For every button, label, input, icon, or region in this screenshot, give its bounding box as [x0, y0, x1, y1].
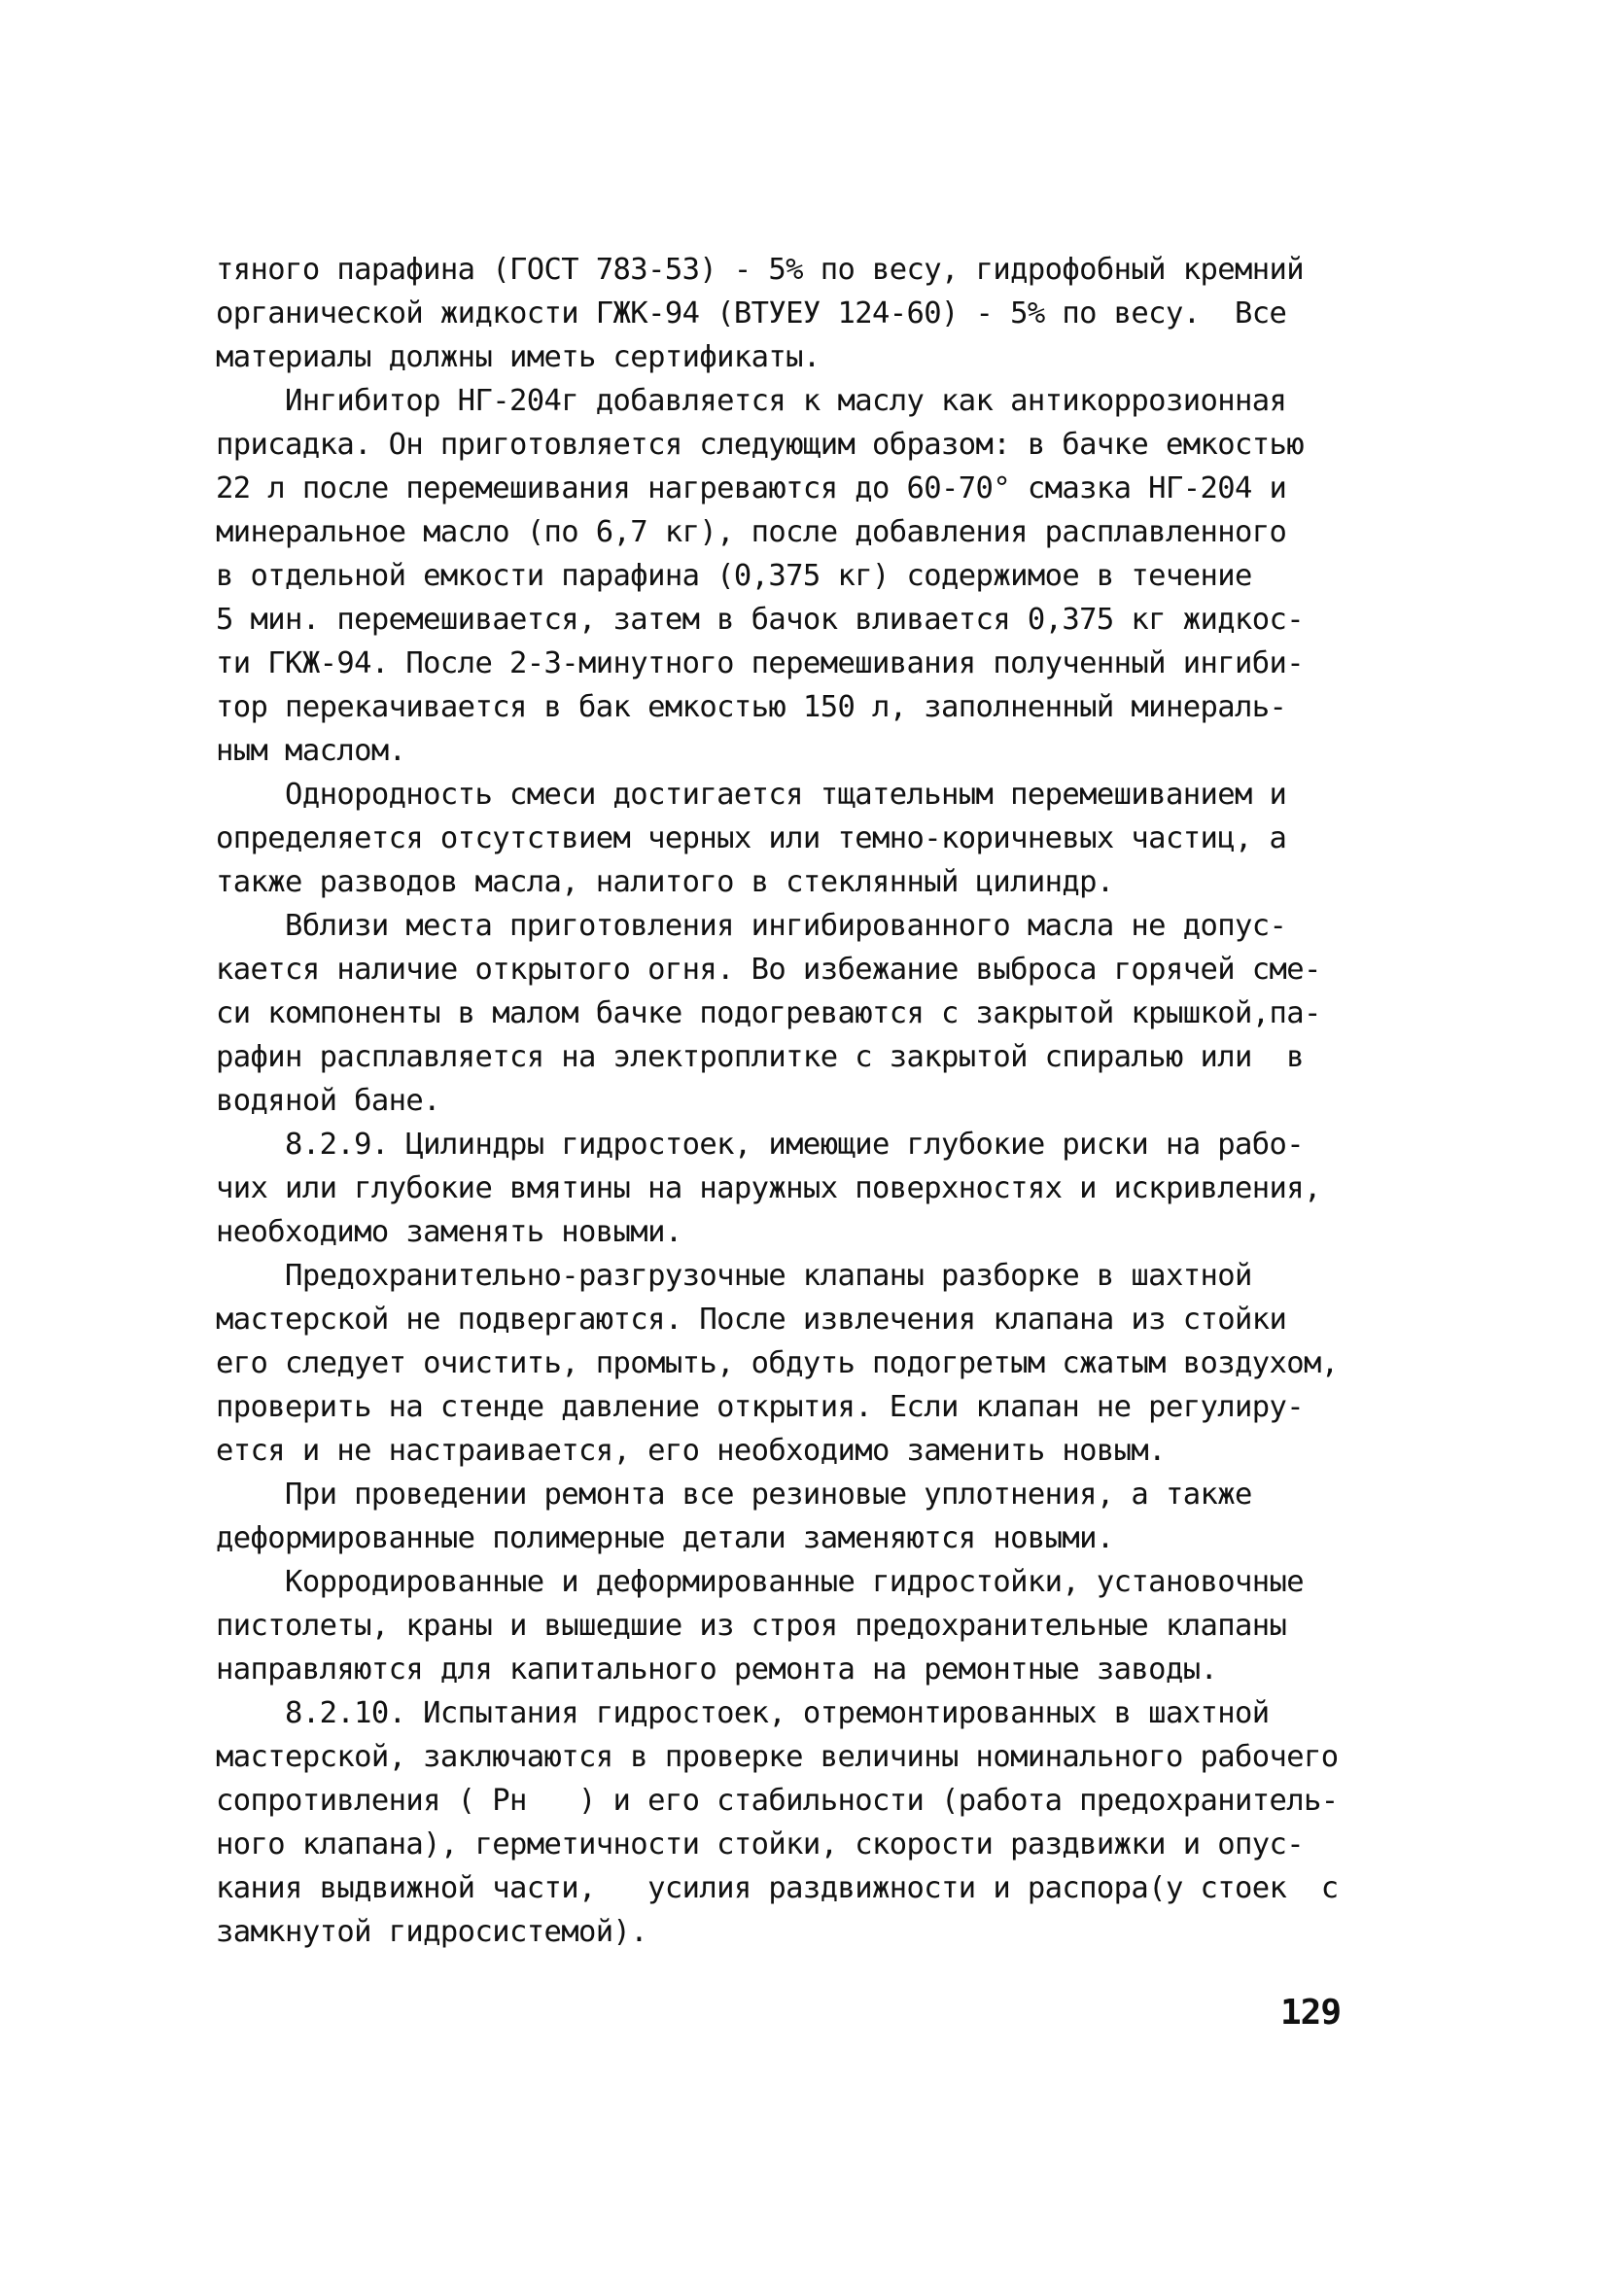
text-line: пистолеты, краны и вышедшие из строя предохранительные клапаны	[216, 1609, 1287, 1643]
text-line: Ингибитор НГ-204г добавляется к маслу как антикоррозионная	[216, 384, 1287, 418]
text-line: ного клапана), герметичности стойки, скорости раздвижки и опус-	[216, 1827, 1305, 1861]
text-line: присадка. Он приготовляется следующим образом: в бачке емкостью	[216, 428, 1305, 462]
text-line: Однородность смеси достигается тщательным перемешиванием и	[216, 778, 1287, 812]
text-line: При проведении ремонта все резиновые уплотнения, а также	[216, 1478, 1252, 1512]
text-line: водяной бане.	[216, 1084, 440, 1118]
text-line: деформированные полимерные детали заменяются новыми.	[216, 1521, 1114, 1555]
text-line: ется и не настраивается, его необходимо заменить новым.	[216, 1434, 1166, 1468]
text-line: органической жидкости ГЖК-94 (ВТУЕУ 124-60) - 5% по весу. Все	[216, 296, 1287, 330]
text-line: 8.2.10. Испытания гидростоек, отремонтированных в шахтной	[216, 1696, 1270, 1730]
text-line: ти ГКЖ-94. После 2-3-минутного перемешивания полученный ингиби-	[216, 646, 1305, 680]
text-line: Корродированные и деформированные гидростойки, установочные	[216, 1565, 1305, 1599]
text-line: мастерской не подвергаются. После извлечения клапана из стойки	[216, 1303, 1287, 1337]
text-line: ным маслом.	[216, 734, 406, 768]
text-line: тяного парафина (ГОСТ 783-53) - 5% по весу, гидрофобный кремний	[216, 253, 1305, 287]
text-line: необходимо заменять новыми.	[216, 1215, 682, 1249]
text-line: Предохранительно-разгрузочные клапаны разборке в шахтной	[216, 1259, 1252, 1293]
text-line: замкнутой гидросистемой).	[216, 1915, 648, 1949]
text-line: проверить на стенде давление открытия. Если клапан не регулиру-	[216, 1390, 1305, 1424]
text-line: Вблизи места приготовления ингибированного масла не допус-	[216, 909, 1287, 943]
text-line: 8.2.9. Цилиндры гидростоек, имеющие глубокие риски на рабо-	[216, 1128, 1305, 1162]
text-line: кается наличие открытого огня. Во избежание выброса горячей сме-	[216, 953, 1321, 987]
text-line: также разводов масла, налитого в стеклянный цилиндр.	[216, 865, 1114, 899]
text-line: минеральное масло (по 6,7 кг), после добавления расплавленного	[216, 515, 1287, 549]
body-text	[216, 248, 1392, 1954]
text-line: 5 мин. перемешивается, затем в бачок вливается 0,375 кг жидкос-	[216, 603, 1305, 637]
text-line: материалы должны иметь сертификаты.	[216, 340, 821, 374]
text-line: рафин расплавляется на электроплитке с закрытой спиралью или в	[216, 1040, 1305, 1074]
text-line: направляются для капитального ремонта на ремонтные заводы.	[216, 1652, 1218, 1687]
text-line: его следует очистить, промыть, обдуть подогретым сжатым воздухом,	[216, 1346, 1339, 1380]
text-line: чих или глубокие вмятины на наружных поверхностях и искривления,	[216, 1171, 1321, 1205]
text-line: кания выдвижной части, усилия раздвижности и распора(у стоек с	[216, 1871, 1339, 1905]
text-line: тор перекачивается в бак емкостью 150 л, заполненный минераль-	[216, 690, 1287, 724]
text-line: в отдельной емкости парафина (0,375 кг) содержимое в течение	[216, 559, 1252, 593]
text-line: сопротивления ( Рн ) и его стабильности (работа предохранитель-	[216, 1784, 1339, 1818]
text-line: определяется отсутствием черных или темно-коричневых частиц, а	[216, 821, 1287, 855]
text-line: 22 л после перемешивания нагреваются до 60-70° смазка НГ-204 и	[216, 471, 1287, 505]
text-line: мастерской, заключаются в проверке величины номинального рабочего	[216, 1740, 1339, 1774]
page-number: 129	[1280, 1993, 1342, 2033]
text-line: си компоненты в малом бачке подогреваются с закрытой крышкой,па-	[216, 996, 1321, 1030]
